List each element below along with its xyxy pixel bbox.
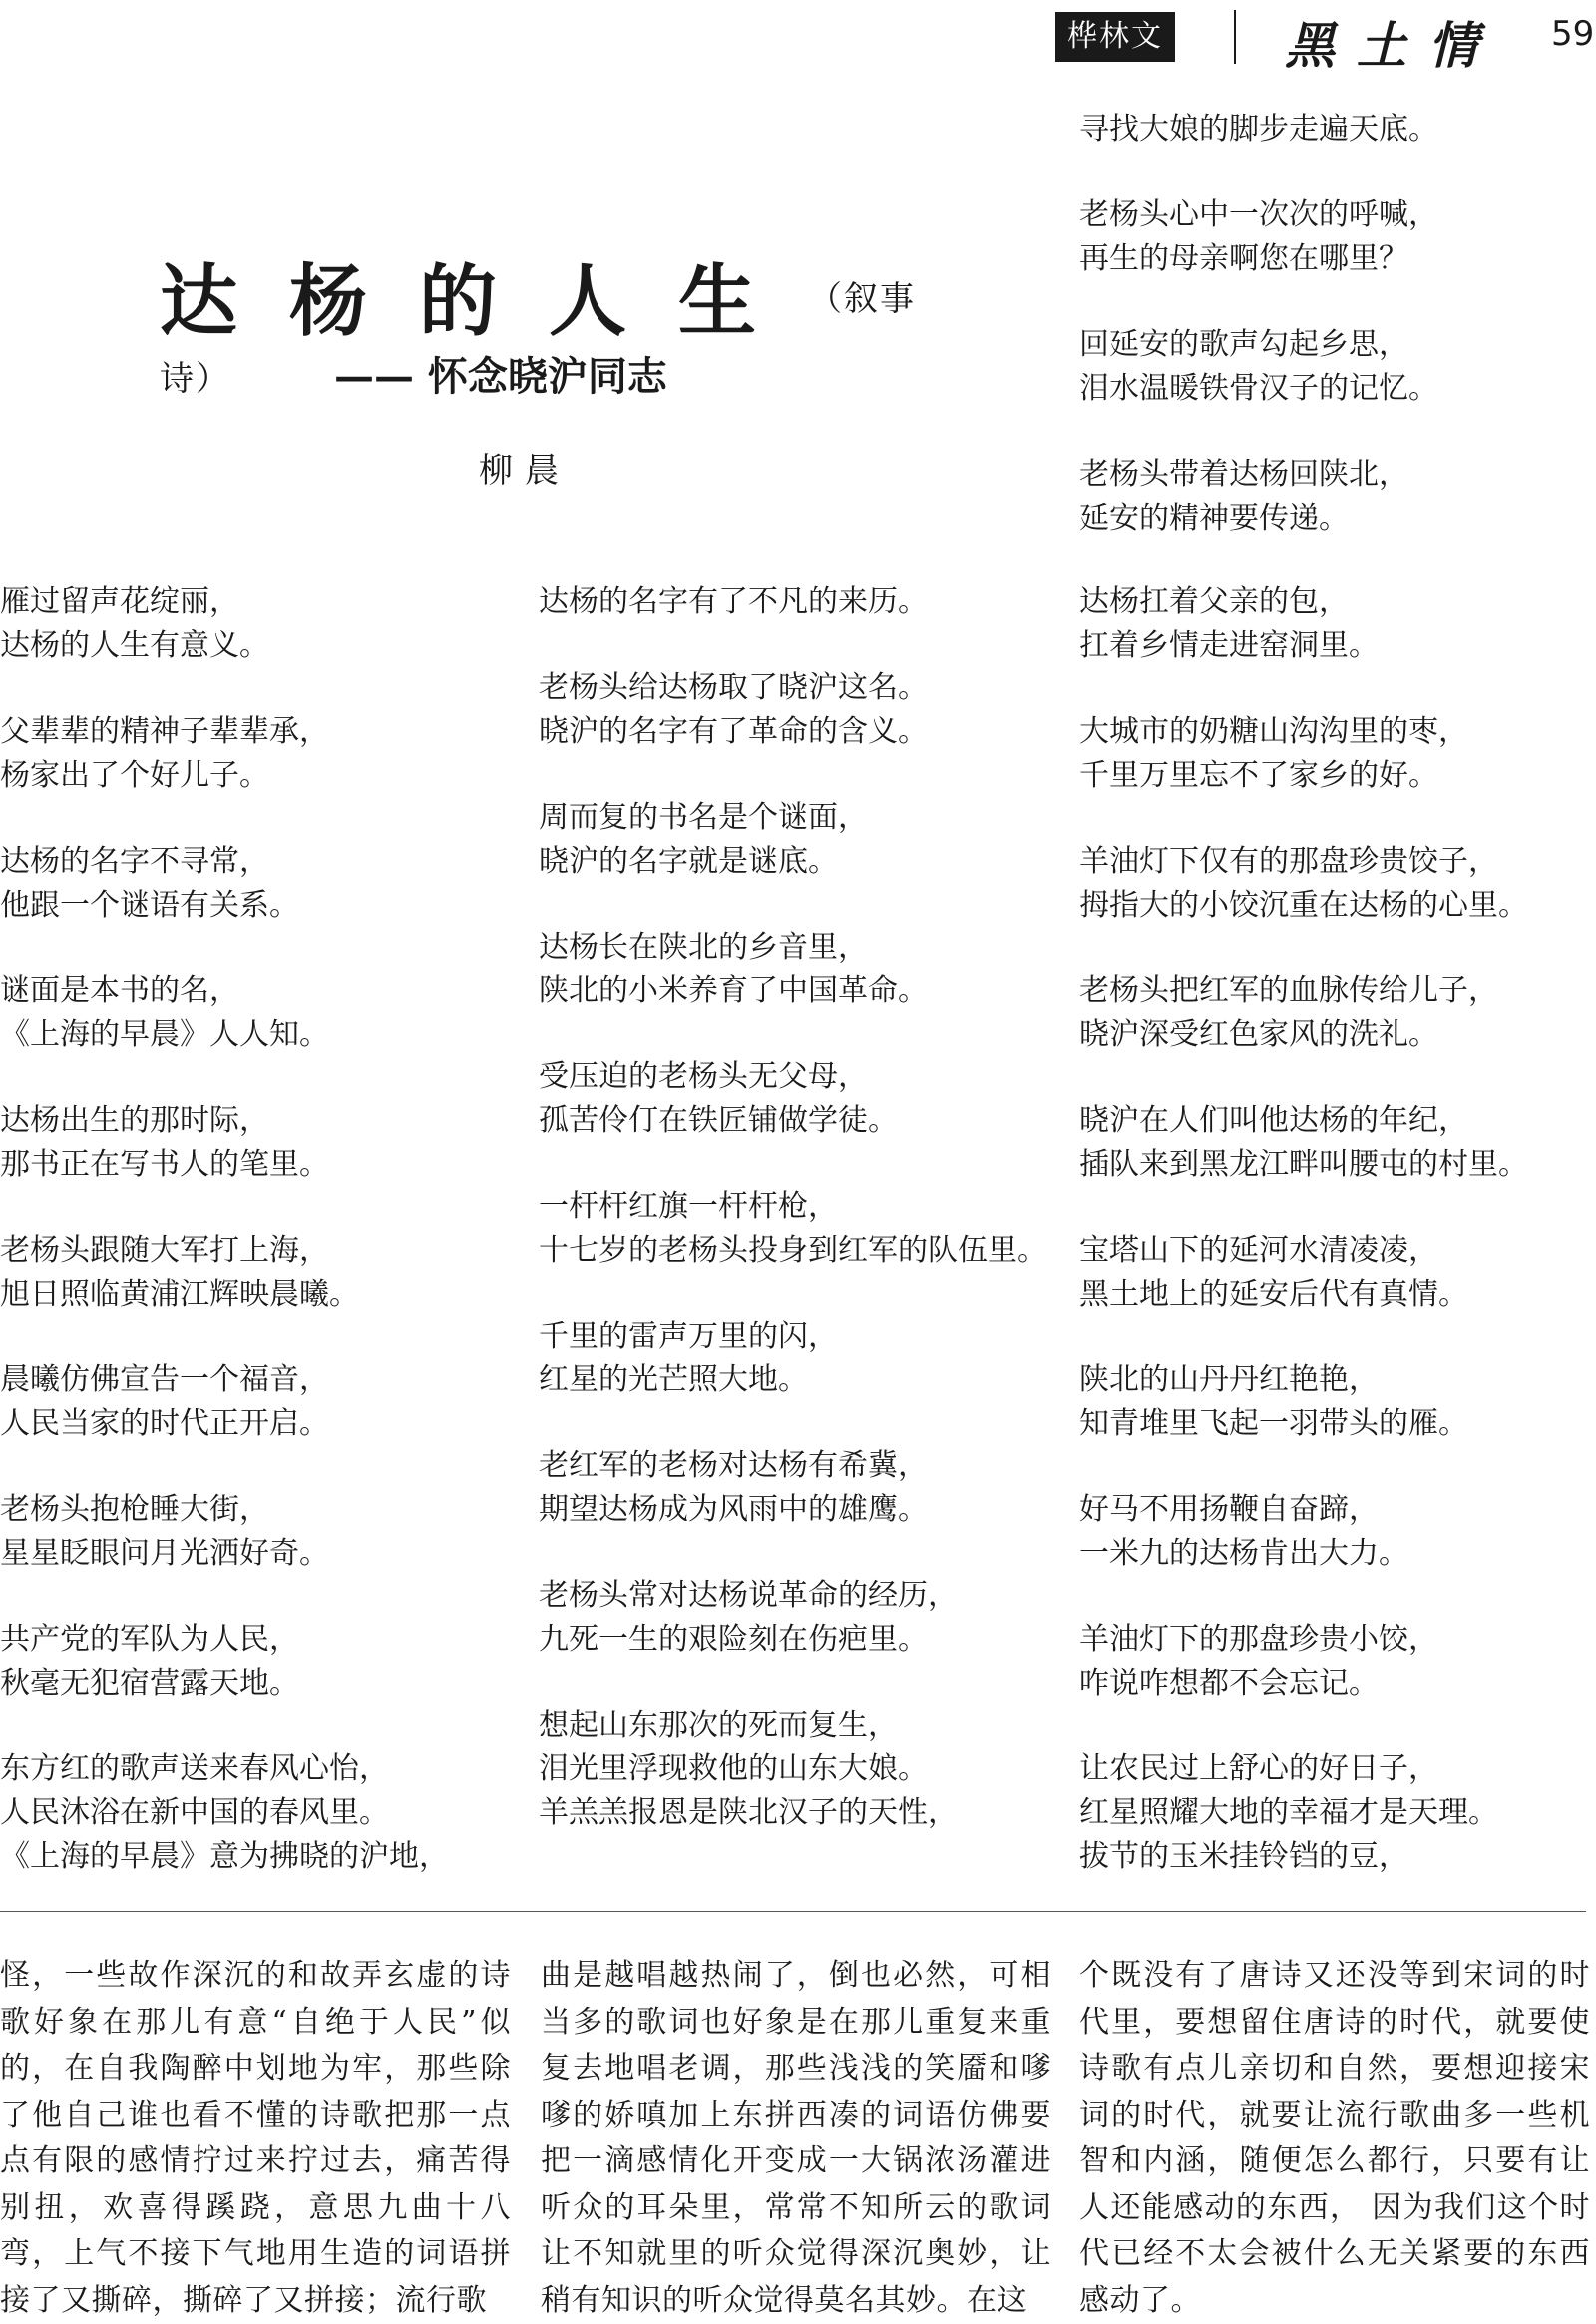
- poem-line: 晓沪的名字有了革命的含义。: [539, 714, 928, 749]
- poem-line: 大城市的奶糖山沟沟里的枣，: [1079, 714, 1468, 749]
- poem-column-middle: [539, 581, 1049, 1835]
- stanza: [1079, 453, 1596, 541]
- poem-subtitle: —— 怀念晓沪同志: [334, 353, 667, 400]
- poem-line: 他跟一个谜语有关系。: [0, 888, 299, 923]
- stanza: [0, 1747, 519, 1879]
- poem-line: 知青堆里飞起一羽带头的雁。: [1079, 1406, 1468, 1441]
- stanza: [539, 926, 1049, 1013]
- stanza: [539, 1315, 1049, 1402]
- poem-line: 再生的母亲啊您在哪里？: [1079, 241, 1408, 276]
- section-divider: [0, 1911, 1586, 1912]
- poem-line: 让农民过上舒心的好日子，: [1079, 1751, 1438, 1786]
- poem-line: 黑土地上的延安后代有真情。: [1079, 1277, 1468, 1312]
- stanza: [1079, 1488, 1596, 1576]
- prose-column-3: 个既没有了唐诗又还没等到宋词的时代里，要想留住唐诗的时代，就要使诗歌有点儿亲切和自然，要想迎接宋词的时代，就要让流行歌曲多一些机智和内涵，随便怎么都行，只要有让人还能感动的东西， 因为我们这个时代已经不太会被什么无关紧要的东西感动了。: [1079, 1958, 1590, 2318]
- poem-line: 共产党的军队为人民，: [0, 1622, 299, 1657]
- stanza: [0, 710, 519, 798]
- stanza: [0, 1618, 519, 1706]
- poem-line: 晨曦仿佛宣告一个福音，: [0, 1362, 329, 1397]
- stanza: [0, 581, 519, 668]
- poem-line: 千里万里忘不了家乡的好。: [1079, 758, 1438, 793]
- stanza: [539, 1055, 1049, 1143]
- poem-line: 一米九的达杨肯出大力。: [1079, 1536, 1408, 1571]
- stanza: [539, 666, 1049, 754]
- poem-column-right-top: [1079, 108, 1596, 541]
- poem-column-right: [1079, 581, 1596, 1879]
- stanza: [539, 1574, 1049, 1662]
- poem-line: 晓沪在人们叫他达杨的年纪，: [1079, 1103, 1468, 1138]
- stanza: [539, 581, 1049, 624]
- poem-line: 宝塔山下的延河水清凌凌，: [1079, 1233, 1438, 1268]
- poem-line: 达杨的名字不寻常，: [0, 844, 269, 879]
- poem-column-left: [0, 581, 519, 1879]
- poem-line: 一杆杆红旗一杆杆枪，: [539, 1189, 838, 1224]
- poem-line: 杨家出了个好儿子。: [0, 758, 269, 793]
- poem-line: 老杨头抱枪睡大街，: [0, 1492, 269, 1527]
- poem-line: 羊羔羔报恩是陕北汉子的天性，: [539, 1795, 958, 1830]
- poem-line: 九死一生的艰险刻在伤疤里。: [539, 1622, 928, 1657]
- stanza: [0, 1099, 519, 1187]
- stanza: [0, 1229, 519, 1317]
- stanza: [1079, 194, 1596, 281]
- poem-line: 拇指大的小饺沉重在达杨的心里。: [1079, 888, 1528, 923]
- poem-line: 父辈辈的精神子辈辈承，: [0, 714, 329, 749]
- stanza: [1079, 108, 1596, 152]
- poem-line: 人民沐浴在新中国的春风里。: [0, 1795, 389, 1830]
- stanza: [1079, 969, 1596, 1057]
- poem-line: 老杨头常对达杨说革命的经历，: [539, 1578, 958, 1613]
- poem-line: 达杨出生的那时际，: [0, 1103, 269, 1138]
- poem-line: 谜面是本书的名，: [0, 973, 239, 1008]
- stanza: [539, 796, 1049, 884]
- poem-line: 旭日照临黄浦江辉映晨曦。: [0, 1277, 359, 1312]
- poem-line: 受压迫的老杨头无父母，: [539, 1059, 868, 1094]
- stanza: [539, 1704, 1049, 1835]
- poem-line: 达杨长在陕北的乡音里，: [539, 930, 868, 965]
- poem-line: 老杨头把红军的血脉传给儿子，: [1079, 973, 1498, 1008]
- poem-line: 十七岁的老杨头投身到红军的队伍里。: [539, 1233, 1047, 1268]
- poem-line: 《上海的早晨》意为拂晓的沪地，: [0, 1839, 449, 1874]
- poem-line: 东方红的歌声送来春风心怡，: [0, 1751, 389, 1786]
- poem-line: 达杨扛着父亲的包，: [1079, 584, 1349, 619]
- poem-line: 雁过留声花绽丽，: [0, 584, 239, 619]
- stanza: [539, 1444, 1049, 1532]
- header-divider: [1234, 10, 1236, 64]
- poem-genre-note: （叙事诗）: [160, 279, 917, 399]
- poem-line: 拔节的玉米挂铃铛的豆，: [1079, 1839, 1408, 1874]
- stanza: [1079, 323, 1596, 411]
- poem-line: 老杨头带着达杨回陕北，: [1079, 457, 1408, 492]
- poem-line: 人民当家的时代正开启。: [0, 1406, 329, 1441]
- stanza: [1079, 1358, 1596, 1446]
- poem-line: 《上海的早晨》人人知。: [0, 1017, 329, 1052]
- poem-author: 柳晨: [479, 451, 571, 491]
- stanza: [0, 969, 519, 1057]
- section-badge: 桦林文苑: [1055, 12, 1175, 62]
- poem-line: 秋毫无犯宿营露天地。: [0, 1666, 299, 1701]
- poem-line: 周而复的书名是个谜面，: [539, 800, 868, 835]
- poem-line: 羊油灯下仅有的那盘珍贵饺子，: [1079, 844, 1498, 879]
- stanza: [1079, 840, 1596, 928]
- stanza: [1079, 1099, 1596, 1187]
- stanza: [539, 1185, 1049, 1273]
- poem-line: 晓沪深受红色家风的洗礼。: [1079, 1017, 1438, 1052]
- poem-line: 泪水温暖铁骨汉子的记忆。: [1079, 371, 1438, 406]
- poem-line: 达杨的人生有意义。: [0, 628, 269, 663]
- poem-line: 期望达杨成为风雨中的雄鹰。: [539, 1492, 928, 1527]
- poem-line: 好马不用扬鞭自奋蹄，: [1079, 1492, 1379, 1527]
- poem-line: 星星眨眼问月光洒好奇。: [0, 1536, 329, 1571]
- stanza: [0, 840, 519, 928]
- stanza: [1079, 581, 1596, 668]
- poem-line: 想起山东那次的死而复生，: [539, 1708, 898, 1743]
- poem-line: 晓沪的名字就是谜底。: [539, 844, 838, 879]
- stanza: [0, 1358, 519, 1446]
- poem-title: 达杨的人生: [160, 256, 809, 347]
- prose-column-1: 怪，一些故作深沉的和故弄玄虚的诗歌好象在那儿有意“自绝于人民”似的，在自我陶醉中划地为牢，那些除了他自己谁也看不懂的诗歌把那一点点有限的感情拧过来拧过去，痛苦得别扭，欢喜得蹊跷，意思九曲十八弯，上气不接下气地用生造的词语拼接了又撕碎，撕碎了又拼接；流行歌: [0, 1958, 511, 2318]
- stanza: [0, 1488, 519, 1576]
- poem-line: 扛着乡情走进窑洞里。: [1079, 628, 1379, 663]
- poem-line: 千里的雷声万里的闪，: [539, 1319, 838, 1354]
- poem-line: 老杨头跟随大军打上海，: [0, 1233, 329, 1268]
- poem-line: 回延安的歌声勾起乡思，: [1079, 327, 1408, 362]
- poem-line: 那书正在写书人的笔里。: [0, 1147, 329, 1182]
- poem-line: 咋说咋想都不会忘记。: [1079, 1666, 1379, 1701]
- poem-line: 陕北的小米养育了中国革命。: [539, 973, 928, 1008]
- poem-line: 寻找大娘的脚步走遍天底。: [1079, 112, 1438, 147]
- magazine-brand: 黑土情: [1285, 16, 1500, 75]
- poem-line: 延安的精神要传递。: [1079, 501, 1349, 536]
- page-number: 59: [1551, 14, 1595, 54]
- prose-column-2: 曲是越唱越热闹了，倒也必然，可相当多的歌词也好象是在那儿重复来重复去地唱老调，那些浅浅的笑靥和嗲嗲的娇嗔加上东拼西凑的词语仿佛要把一滴感情化开变成一大锅浓汤灌进听众的耳朵里，常常不知所云的歌词让不知就里的听众觉得深沉奥妙，让稍有知识的听众觉得莫名其妙。在这: [541, 1958, 1051, 2318]
- poem-line: 孤苦伶仃在铁匠铺做学徒。: [539, 1103, 898, 1138]
- poem-line: 泪光里浮现救他的山东大娘。: [539, 1751, 928, 1786]
- poem-line: 老杨头心中一次次的呼喊，: [1079, 197, 1438, 232]
- stanza: [1079, 1229, 1596, 1317]
- poem-line: 陕北的山丹丹红艳艳，: [1079, 1362, 1379, 1397]
- poem-line: 达杨的名字有了不凡的来历。: [539, 584, 928, 619]
- stanza: [1079, 710, 1596, 798]
- stanza: [1079, 1747, 1596, 1879]
- poem-line: 老杨头给达杨取了晓沪这名。: [539, 670, 928, 705]
- poem-line: 插队来到黑龙江畔叫腰屯的村里。: [1079, 1147, 1528, 1182]
- poem-line: 羊油灯下的那盘珍贵小饺，: [1079, 1622, 1438, 1657]
- stanza: [1079, 1618, 1596, 1706]
- poem-line: 红星照耀大地的幸福才是天理。: [1079, 1795, 1498, 1830]
- poem-line: 红星的光芒照大地。: [539, 1362, 808, 1397]
- poem-line: 老红军的老杨对达杨有希冀，: [539, 1448, 928, 1483]
